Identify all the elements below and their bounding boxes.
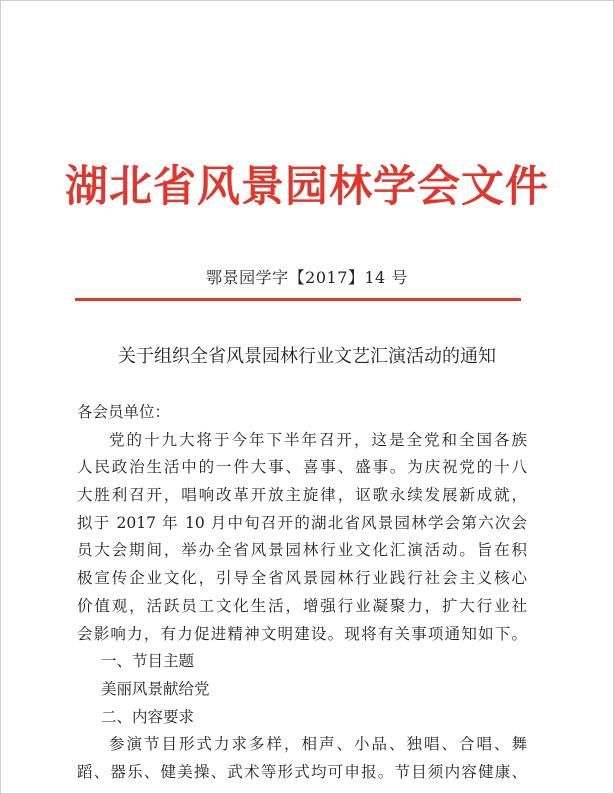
section-heading: 二、内容要求: [101, 707, 195, 726]
paragraph-line: 员大会期间，举办全省风景园林行业文化汇演活动。旨在积: [77, 541, 527, 560]
paragraph-line: 大胜利召开，唱响改革开放主旋律，讴歌永续发展新成就，: [77, 486, 527, 505]
section-heading: 一、节目主题: [101, 652, 195, 671]
paragraph-line: 价值观，活跃员工文化生活，增强行业凝聚力，扩大行业社: [77, 596, 527, 615]
paragraph-line: 会影响力，有力促进精神文明建设。现将有关事项通知如下。: [77, 624, 527, 643]
document-body: [77, 399, 527, 787]
notice-title: 关于组织全省风景园林行业文艺汇演活动的通知: [118, 346, 496, 367]
document-number: 鄂景园学字【2017】14 号: [206, 268, 408, 287]
paragraph-line: 拟于 2017 年 10 月中旬召开的湖北省风景园林学会第六次会: [77, 513, 527, 532]
section-content: 美丽风景献给党: [101, 679, 210, 698]
document-header-title: 湖北省风景园林学会文件: [65, 162, 549, 212]
paragraph-line: 人民政治生活中的一件大事、喜事、盛事。为庆祝党的十八: [77, 458, 527, 477]
paragraph-line: 参演节目形式力求多样，相声、小品、独唱、合唱、舞: [109, 735, 527, 754]
paragraph-line: 蹈、器乐、健美操、武术等形式均可申报。节目须内容健康、: [77, 762, 527, 781]
salutation: 各会员单位：: [77, 403, 171, 421]
paragraph-line: 极宣传企业文化，引导全省风景园林行业践行社会主义核心: [77, 569, 527, 588]
red-header-rule: [75, 298, 521, 301]
paragraph-line: 党的十九大将于今年下半年召开，这是全党和全国各族: [109, 430, 527, 449]
